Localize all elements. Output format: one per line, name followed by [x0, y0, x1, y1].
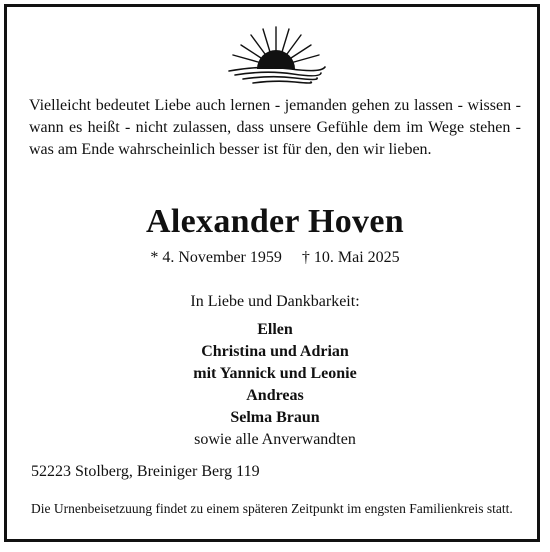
- poem-text: Vielleicht bedeutet Liebe auch lernen - jemanden gehen zu lassen - wissen - wann es heißt - nicht zulassen, dass unsere Gefühle dem im Wege stehen - was am Ende wahrscheinlich besser ist für den, den wir lieben.: [29, 97, 521, 158]
- dedication-intro: In Liebe und Dankbarkeit:: [190, 293, 360, 310]
- birth-date: * 4. November 1959: [150, 249, 282, 266]
- relatives-line: sowie alle Anverwandten: [194, 431, 356, 448]
- sunset-icon: [221, 23, 331, 85]
- mourner-name: Andreas: [246, 387, 304, 404]
- life-dates: [7, 249, 543, 267]
- mourner-name: Christina und Adrian: [201, 343, 349, 360]
- address: 52223 Stolberg, Breiniger Berg 119: [31, 463, 260, 480]
- burial-note: Die Urnenbeisetzuung findet zu einem späteren Zeitpunkt im engsten Familienkreis statt.: [31, 501, 513, 516]
- mourner-name: Ellen: [257, 321, 293, 338]
- mourner-name: mit Yannick und Leonie: [193, 365, 357, 382]
- mourners-list: [7, 319, 543, 451]
- mourner-name: Selma Braun: [230, 409, 320, 426]
- death-date: † 10. Mai 2025: [301, 249, 400, 266]
- obituary-card: [4, 4, 540, 542]
- deceased-name: Alexander Hoven: [146, 203, 404, 240]
